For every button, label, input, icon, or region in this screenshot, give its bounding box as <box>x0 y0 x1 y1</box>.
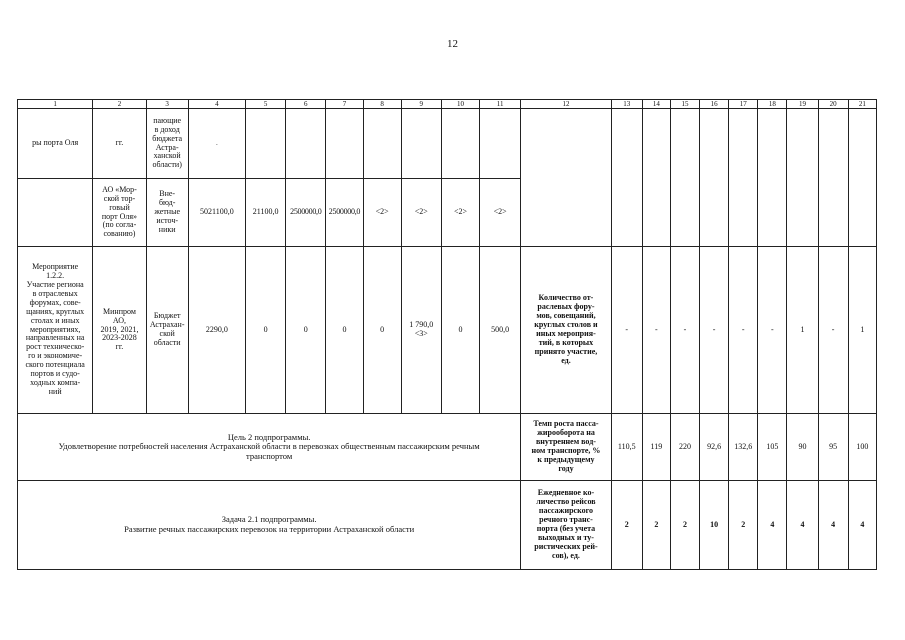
page-number: 12 <box>447 38 458 50</box>
text-line: к предыдущему <box>537 454 595 464</box>
text-line: области) <box>152 160 182 170</box>
column-number-16: 16 <box>700 100 729 109</box>
cell-executor <box>93 179 146 247</box>
cell-indicator-value: 1 <box>848 247 876 414</box>
text-line: мероприятиях, <box>30 324 81 334</box>
column-number-18: 18 <box>758 100 787 109</box>
text-line: Развитие речных пассажирских перевозок на территории Астраханской области <box>124 524 415 534</box>
text-line: 2019, 2021, <box>100 324 139 334</box>
text-line: Темп роста пасса- <box>533 419 599 429</box>
text-line: АО, <box>112 315 127 325</box>
text-line: порта (без учета <box>536 524 596 533</box>
text-line: транспортом <box>246 450 293 461</box>
text-line: внутреннем вод- <box>535 437 596 447</box>
text-line: 1 790,0 <box>409 320 434 330</box>
cell-indicator-value: 119 <box>642 414 670 481</box>
text-line: мов, совещаний, <box>536 311 596 321</box>
text-line: году <box>558 463 574 473</box>
cell-year-value: <2> <box>401 179 441 247</box>
text-line: источ- <box>156 215 179 225</box>
column-number-17: 17 <box>729 100 758 109</box>
cell-year-value: <2> <box>441 179 479 247</box>
column-number-10: 10 <box>441 100 479 109</box>
text-line: Участие региона <box>26 279 84 289</box>
cell-indicator-value: - <box>818 247 848 414</box>
cell-indicator-empty <box>521 109 611 247</box>
text-line: 2023-2028 <box>102 333 137 343</box>
cell <box>363 109 401 179</box>
text-line: Ежедневное ко- <box>537 488 595 498</box>
cell <box>729 109 758 247</box>
cell-indicator-value: - <box>729 247 758 414</box>
text-line: выходных и ту- <box>537 532 594 542</box>
text-line: раслевых фору- <box>537 302 595 312</box>
cell-indicator <box>521 481 611 570</box>
cell <box>787 109 818 247</box>
text-line: ской <box>159 329 175 338</box>
cell-year-value: 0 <box>441 247 479 414</box>
text-line: тий, в которых <box>538 337 594 347</box>
cell-indicator-value: - <box>642 247 670 414</box>
cell <box>286 109 326 179</box>
cell <box>670 109 699 247</box>
cell-total: 5021100,0 <box>188 179 245 247</box>
column-number-7: 7 <box>326 100 363 109</box>
cell-indicator-value: 4 <box>848 481 876 570</box>
cell-year-value: 2500000,0 <box>326 179 363 247</box>
text-line: ской тор- <box>103 193 136 203</box>
cell-indicator-value: 92,6 <box>700 414 729 481</box>
cell-indicator <box>521 247 611 414</box>
cell <box>441 109 479 179</box>
text-line: Мероприятие <box>32 261 79 271</box>
column-number-4: 4 <box>188 100 245 109</box>
cell-event-description <box>18 247 93 414</box>
cell <box>818 109 848 247</box>
cell-indicator-value: 110,5 <box>611 414 642 481</box>
column-number-3: 3 <box>146 100 188 109</box>
cell-executor-years <box>93 247 146 414</box>
cell-indicator-value: - <box>700 247 729 414</box>
text-line: ского потенциала <box>25 360 85 370</box>
text-line: жетные <box>154 207 181 217</box>
cell-year-value: <2> <box>480 179 521 247</box>
column-number-6: 6 <box>286 100 326 109</box>
table-row <box>18 481 877 570</box>
cell-indicator-value: - <box>670 247 699 414</box>
cell-indicator-value: 132,6 <box>729 414 758 481</box>
column-number-2: 2 <box>93 100 146 109</box>
cell-year-value: <2> <box>363 179 401 247</box>
cell-indicator-value: 4 <box>818 481 848 570</box>
text-line: рост техническо- <box>26 342 85 352</box>
column-number-1: 1 <box>18 100 93 109</box>
text-line: столах и иных <box>30 315 80 325</box>
text-line: пающие <box>153 115 182 125</box>
cell-goal <box>18 414 521 481</box>
cell-total: . <box>188 109 245 179</box>
text-line: иных мероприя- <box>536 329 596 338</box>
text-line: области <box>153 337 181 347</box>
text-line: (по согла- <box>102 220 137 230</box>
column-number-5: 5 <box>246 100 286 109</box>
column-number-21: 21 <box>848 100 876 109</box>
cell-executor-years: гг. <box>93 109 146 179</box>
cell-total: 2290,0 <box>188 247 245 414</box>
cell-indicator-value: 4 <box>758 481 787 570</box>
text-line: принято участие, <box>534 346 598 356</box>
cell-indicator-value: 4 <box>787 481 818 570</box>
cell-event-continued: ры порта Оля <box>18 109 93 179</box>
table-row <box>18 247 877 414</box>
cell-year-value: 21100,0 <box>246 179 286 247</box>
cell-indicator-value: 2 <box>729 481 758 570</box>
text-line: Задача 2.1 подпрограммы. <box>221 514 317 525</box>
cell-year-value: 0 <box>363 247 401 414</box>
column-number-13: 13 <box>611 100 642 109</box>
text-line: АО «Мор- <box>102 184 137 194</box>
text-line: 1.2.2. <box>46 270 65 280</box>
text-line: сованию) <box>103 229 136 239</box>
cell-year-value: 500,0 <box>480 247 521 414</box>
text-line: ники <box>158 224 176 234</box>
cell <box>642 109 670 247</box>
cell-indicator-value: 1 <box>787 247 818 414</box>
text-line: пассажирского <box>538 506 594 516</box>
cell <box>848 109 876 247</box>
text-line: форумах, сове- <box>29 297 81 307</box>
column-number-row <box>18 100 877 109</box>
cell-funding-source <box>146 247 188 414</box>
cell-funding-source <box>146 109 188 179</box>
text-line: Цель 2 подпрограммы. <box>227 431 311 442</box>
cell <box>401 109 441 179</box>
cell <box>326 109 363 179</box>
cell-indicator-value: 2 <box>642 481 670 570</box>
text-line: ний <box>48 387 62 397</box>
text-line: ходных компа- <box>30 378 81 388</box>
cell-indicator-value: 10 <box>700 481 729 570</box>
column-number-20: 20 <box>818 100 848 109</box>
table-row <box>18 109 877 179</box>
cell-indicator-value: 2 <box>670 481 699 570</box>
column-number-12: 12 <box>521 100 611 109</box>
cell-year-value: 0 <box>286 247 326 414</box>
cell-indicator <box>521 414 611 481</box>
cell-indicator-value: 95 <box>818 414 848 481</box>
text-line: бюд- <box>158 198 176 208</box>
cell-indicator-value: 100 <box>848 414 876 481</box>
text-line: портов и судо- <box>30 369 80 379</box>
text-line: го и экономиче- <box>28 351 83 361</box>
column-number-8: 8 <box>363 100 401 109</box>
text-line: круглых столов и <box>534 320 598 330</box>
cell-indicator-value: 90 <box>787 414 818 481</box>
text-line: ханской <box>153 151 181 161</box>
text-line: ристических рей- <box>534 541 598 551</box>
cell <box>18 179 93 247</box>
text-line: Удовлетворение потребностей населения Астраханской области в перевозках общественным пассажирским речным <box>58 441 480 452</box>
cell-indicator-value: 2 <box>611 481 642 570</box>
text-line: сов), ед. <box>552 550 580 560</box>
text-line: личество рейсов <box>536 497 596 507</box>
cell-year-value <box>401 247 441 414</box>
text-line: <3> <box>414 329 428 338</box>
text-line: речного транс- <box>539 515 593 525</box>
cell <box>480 109 521 179</box>
cell <box>246 109 286 179</box>
cell-task <box>18 481 521 570</box>
text-line: гг. <box>115 342 124 352</box>
text-line: Минпром <box>103 306 136 316</box>
text-line: порт Оля» <box>101 211 138 221</box>
column-number-9: 9 <box>401 100 441 109</box>
text-line: в доход <box>154 124 180 134</box>
cell <box>611 109 642 247</box>
text-line: Вне- <box>159 189 176 199</box>
text-line: щаниях, круглых <box>26 306 85 316</box>
text-line: ед. <box>561 355 571 365</box>
cell-indicator-value: - <box>758 247 787 414</box>
column-number-11: 11 <box>480 100 521 109</box>
cell-funding-source <box>146 179 188 247</box>
column-number-19: 19 <box>787 100 818 109</box>
cell-indicator-value: - <box>611 247 642 414</box>
cell-year-value: 0 <box>326 247 363 414</box>
cell-indicator-value: 105 <box>758 414 787 481</box>
cell-indicator-value: 220 <box>670 414 699 481</box>
text-line: Астрахан- <box>149 320 185 330</box>
cell-year-value: 2500000,0 <box>286 179 326 247</box>
text-line: Количество от- <box>538 293 594 303</box>
program-table <box>17 99 877 570</box>
cell-year-value: 0 <box>246 247 286 414</box>
text-line: направленных на <box>25 333 85 343</box>
text-line: в отраслевых <box>32 288 78 298</box>
table-row <box>18 414 877 481</box>
text-line: ном транспорте, % <box>531 446 601 455</box>
text-line: бюджета <box>152 133 183 143</box>
cell <box>700 109 729 247</box>
text-line: жирооборота на <box>537 428 595 438</box>
column-number-15: 15 <box>670 100 699 109</box>
cell <box>758 109 787 247</box>
column-number-14: 14 <box>642 100 670 109</box>
text-line: Астра- <box>155 142 179 152</box>
text-line: говый <box>109 202 130 212</box>
text-line: Бюджет <box>153 311 181 321</box>
